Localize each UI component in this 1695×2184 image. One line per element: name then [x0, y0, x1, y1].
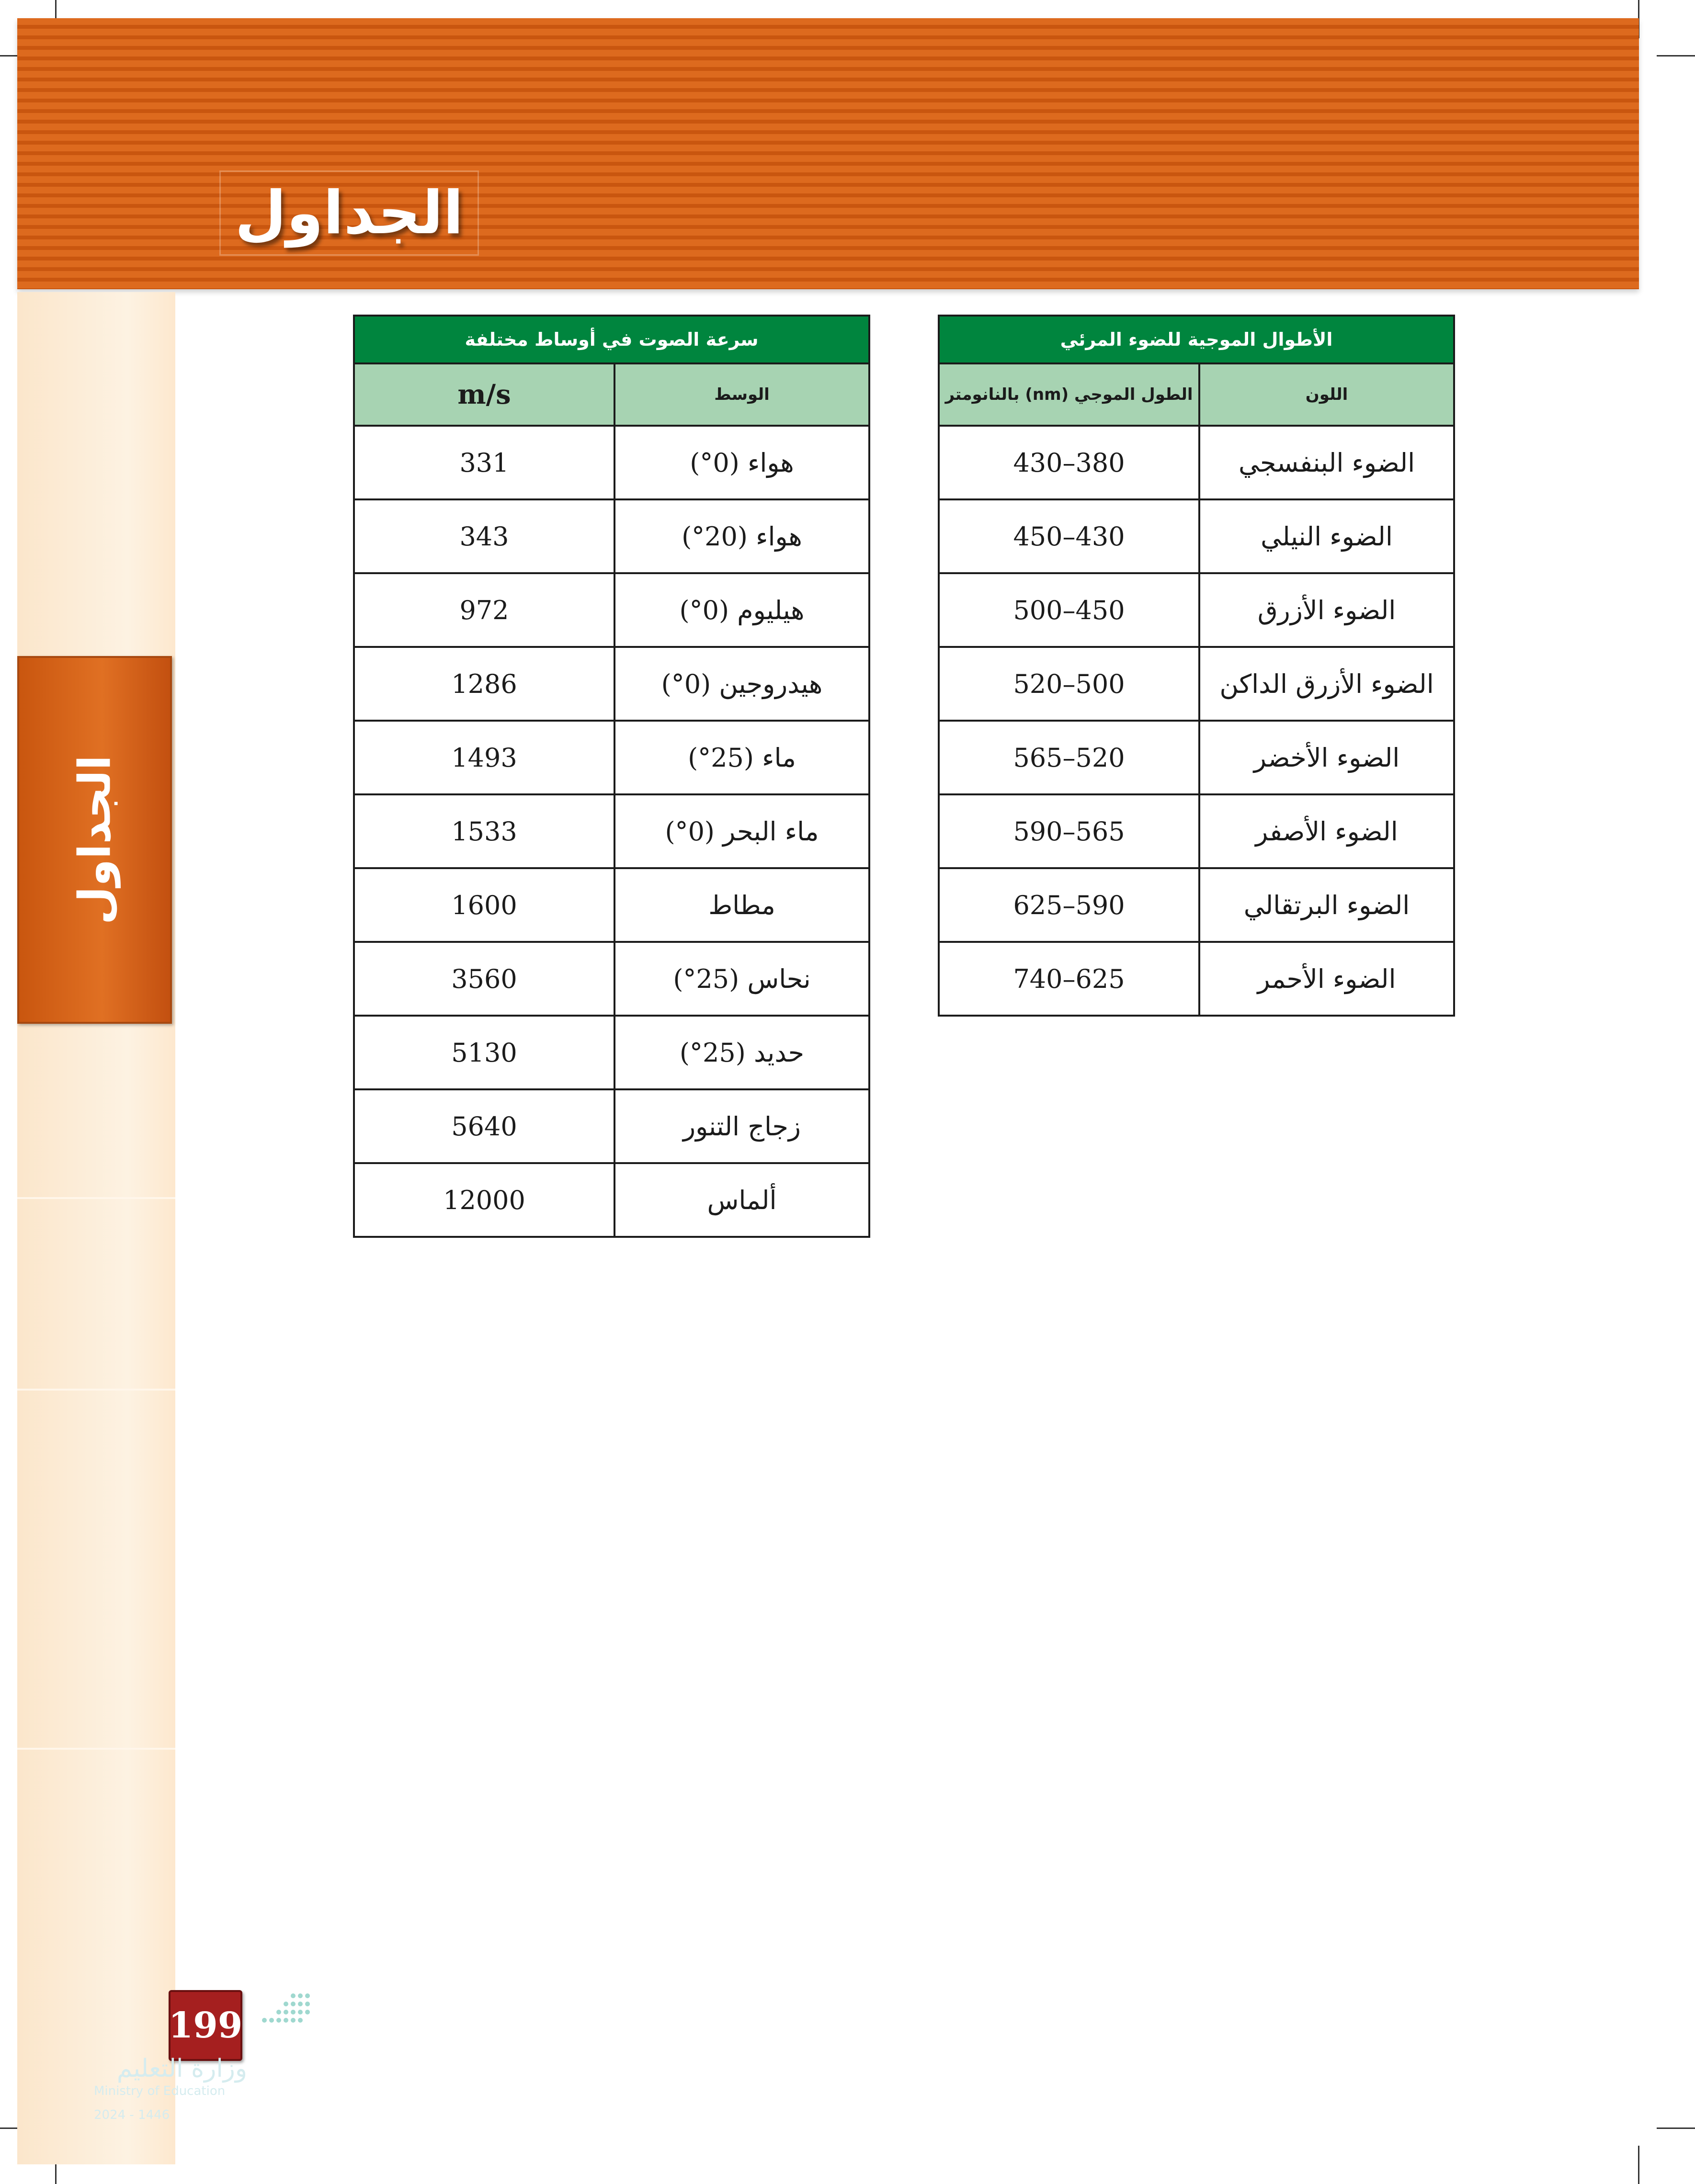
table-row [354, 868, 869, 942]
table-row [939, 499, 1454, 573]
table-row [354, 647, 869, 721]
ministry-name-en: Ministry of Education [94, 2084, 226, 2098]
table-row [939, 647, 1454, 721]
color-cell: الضوء الأزرق الداكن [1199, 647, 1454, 721]
wavelength-table-caption: الأطوال الموجية للضوء المرئي [939, 316, 1454, 363]
wavelength-cell: 740–625 [939, 942, 1199, 1016]
ministry-logo-icon [245, 1991, 312, 2029]
speed-cell: 5130 [354, 1016, 614, 1089]
table-row [354, 1089, 869, 1163]
table-row [354, 721, 869, 794]
table-row [354, 499, 869, 573]
medium-cell: هيدروجين (0°) [614, 647, 869, 721]
table-row [939, 426, 1454, 499]
table-row [354, 426, 869, 499]
speed-cell: 12000 [354, 1163, 614, 1237]
table-row [354, 1016, 869, 1089]
table-row [939, 573, 1454, 647]
edition-year: 2024 - 1446 [94, 2108, 170, 2122]
wavelength-cell: 590–565 [939, 794, 1199, 868]
wavelength-cell: 500–450 [939, 573, 1199, 647]
wavelength-table-body [939, 426, 1454, 1016]
medium-cell: ماء البحر (0°) [614, 794, 869, 868]
crop-mark [1638, 2146, 1639, 2184]
medium-cell: مطاط [614, 868, 869, 942]
medium-column-header: الوسط [614, 363, 869, 426]
medium-cell: نحاس (25°) [614, 942, 869, 1016]
crop-mark [1657, 2127, 1695, 2129]
speed-cell: 1533 [354, 794, 614, 868]
color-cell: الضوء البنفسجي [1199, 426, 1454, 499]
page-title: الجداول [219, 170, 479, 256]
table-row [354, 1163, 869, 1237]
medium-cell: زجاج التنور [614, 1089, 869, 1163]
speed-column-header: m/s [354, 363, 614, 426]
color-cell: الضوء الأزرق [1199, 573, 1454, 647]
wavelength-column-header: الطول الموجي (nm) بالنانومتر [939, 363, 1199, 426]
crop-mark [1657, 55, 1695, 57]
ministry-logo-text [94, 2054, 247, 2122]
side-tab-label: الجداول [69, 755, 120, 925]
color-cell: الضوء البرتقالي [1199, 868, 1454, 942]
color-cell: الضوء النيلي [1199, 499, 1454, 573]
section-side-tab [17, 656, 172, 1024]
wavelength-table [938, 315, 1455, 1017]
wavelength-cell: 565–520 [939, 721, 1199, 794]
color-cell: الضوء الأخضر [1199, 721, 1454, 794]
wavelength-cell: 450–430 [939, 499, 1199, 573]
side-strip [17, 292, 175, 2164]
color-cell: الضوء الأصفر [1199, 794, 1454, 868]
ministry-name-ar: وزارة التعليم [116, 2054, 247, 2083]
speed-cell: 1600 [354, 868, 614, 942]
side-divider [17, 1748, 175, 1750]
table-row [939, 942, 1454, 1016]
side-divider [17, 1197, 175, 1199]
sound-table-body [354, 426, 869, 1237]
table-row [354, 573, 869, 647]
medium-cell: هيليوم (0°) [614, 573, 869, 647]
table-row [354, 794, 869, 868]
wavelength-cell: 430–380 [939, 426, 1199, 499]
table-row [354, 942, 869, 1016]
wavelength-cell: 520–500 [939, 647, 1199, 721]
speed-cell: 3560 [354, 942, 614, 1016]
color-cell: الضوء الأحمر [1199, 942, 1454, 1016]
medium-cell: حديد (25°) [614, 1016, 869, 1089]
page-number: 199 [169, 1990, 242, 2061]
speed-cell: 1286 [354, 647, 614, 721]
medium-cell: هواء (20°) [614, 499, 869, 573]
wavelength-cell: 625–590 [939, 868, 1199, 942]
speed-cell: 1493 [354, 721, 614, 794]
color-column-header: اللون [1199, 363, 1454, 426]
speed-cell: 343 [354, 499, 614, 573]
table-row [939, 794, 1454, 868]
sound-speed-table [353, 315, 870, 1238]
speed-cell: 972 [354, 573, 614, 647]
table-row [939, 868, 1454, 942]
sound-table-caption: سرعة الصوت في أوساط مختلفة [354, 316, 869, 363]
speed-cell: 5640 [354, 1089, 614, 1163]
medium-cell: هواء (0°) [614, 426, 869, 499]
speed-cell: 331 [354, 426, 614, 499]
side-divider [17, 1389, 175, 1391]
medium-cell: ألماس [614, 1163, 869, 1237]
table-row [939, 721, 1454, 794]
medium-cell: ماء (25°) [614, 721, 869, 794]
